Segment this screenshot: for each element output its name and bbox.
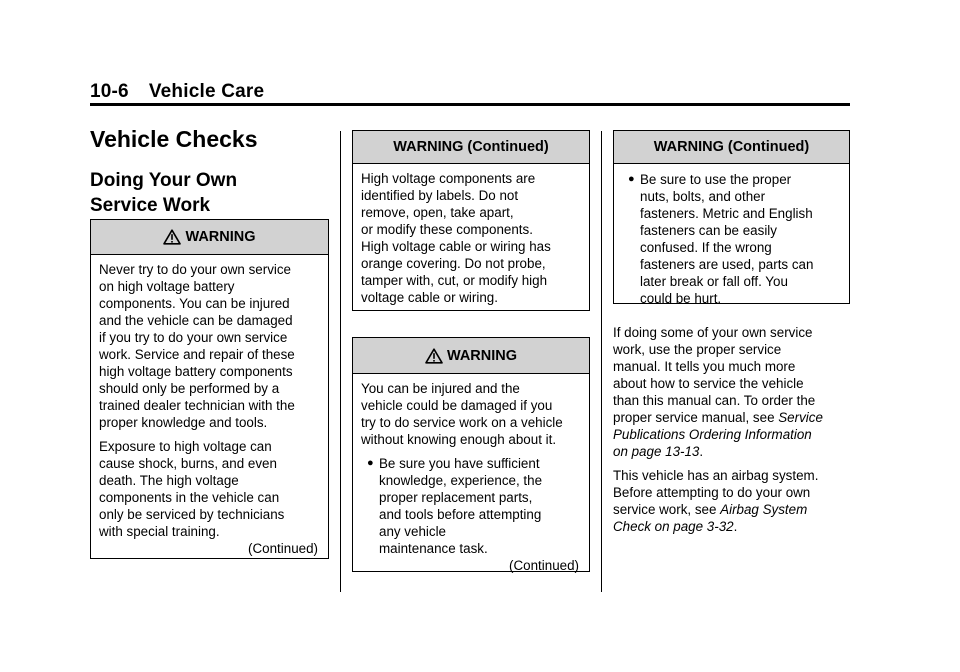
text-line: high voltage battery components: [99, 364, 293, 379]
warning-box-1: [90, 219, 329, 559]
cross-reference-link[interactable]: Service: [778, 410, 823, 425]
text-line: confused. If the wrong: [640, 240, 772, 255]
body-paragraph-1: [613, 324, 853, 460]
warning-box-4-title: WARNING (Continued): [653, 139, 810, 155]
bullet-icon: ●: [367, 457, 374, 469]
warning-box-3-body: [353, 374, 589, 574]
text-line: should only be performed by a: [99, 381, 280, 396]
text-line: only be serviced by technicians: [99, 507, 285, 522]
text-line: [613, 409, 853, 426]
warning-box-3: [352, 337, 590, 572]
text-line: and the vehicle can be damaged: [99, 313, 293, 328]
text-line: about how to service the vehicle: [613, 376, 804, 391]
text-line: identified by labels. Do not: [361, 188, 519, 203]
warning-box-1-header: [91, 220, 328, 255]
subsection-title: [90, 168, 237, 218]
bullet-icon: ●: [628, 173, 635, 185]
header-rule: [90, 103, 850, 106]
text-fragment: .: [733, 519, 738, 534]
cross-reference-link[interactable]: Check on page 3-32: [613, 519, 734, 534]
text-line: later break or fall off. You: [640, 274, 788, 289]
text-line: [613, 501, 853, 518]
warning-box-2-para-1: [361, 170, 581, 306]
text-line: components. You can be injured: [99, 296, 290, 311]
body-text: [613, 324, 853, 542]
text-line: and tools before attempting: [379, 507, 542, 522]
cross-reference-link[interactable]: on page 13-13: [613, 444, 700, 459]
text-line: any vehicle: [379, 524, 446, 539]
text-line: if you try to do your own service: [99, 330, 288, 345]
text-line: work, use the proper service: [613, 342, 782, 357]
text-line: proper replacement parts,: [379, 490, 533, 505]
warning-box-4-body: [614, 164, 849, 307]
text-line: Exposure to high voltage can: [99, 439, 272, 454]
text-line: on high voltage battery: [99, 279, 235, 294]
warning-box-3-header: [353, 338, 589, 374]
text-line: without knowing enough about it.: [361, 432, 557, 447]
text-line: High voltage cable or wiring has: [361, 239, 551, 254]
text-line: maintenance task.: [379, 541, 488, 556]
column-divider-2: [601, 131, 602, 592]
text-line: fasteners can be easily: [640, 223, 777, 238]
text-fragment: proper service manual, see: [613, 410, 779, 425]
body-paragraph-2: [613, 467, 853, 535]
text-line: fasteners. Metric and English: [640, 206, 813, 221]
warning-box-2-body: [353, 164, 589, 306]
text-line: proper knowledge and tools.: [99, 415, 268, 430]
warning-box-4-header: [614, 131, 849, 164]
chapter-title: Vehicle Care: [148, 81, 265, 102]
text-line: If doing some of your own service: [613, 325, 813, 340]
bullet-item: [361, 455, 581, 557]
text-line: vehicle could be damaged if you: [361, 398, 553, 413]
cross-reference-link[interactable]: Airbag System: [720, 502, 808, 517]
text-line: Before attempting to do your own: [613, 485, 811, 500]
text-line: manual. It tells you much more: [613, 359, 796, 374]
text-line: could be hurt.: [640, 291, 722, 306]
text-line: [613, 443, 853, 460]
text-line: High voltage components are: [361, 171, 536, 186]
text-fragment: service work, see: [613, 502, 721, 517]
warning-box-4: [613, 130, 850, 304]
text-line: This vehicle has an airbag system.: [613, 468, 819, 483]
warning-box-1-para-2: [99, 438, 320, 540]
subsection-title-line-2: Service Work: [90, 195, 211, 216]
page-header: [90, 81, 264, 103]
text-line: try to do service work on a vehicle: [361, 415, 563, 430]
warning-triangle-icon: [163, 229, 181, 245]
warning-box-1-body: [91, 255, 328, 557]
section-title: Vehicle Checks: [90, 126, 258, 152]
text-line: with special training.: [99, 524, 220, 539]
page-number: 10-6: [90, 81, 129, 102]
text-line: You can be injured and the: [361, 381, 520, 396]
text-line: Never try to do your own service: [99, 262, 292, 277]
warning-box-2-title: WARNING (Continued): [393, 139, 549, 155]
text-line: fasteners are used, parts can: [640, 257, 814, 272]
warning-box-1-title: WARNING: [185, 229, 256, 245]
bullet-item: [622, 171, 841, 307]
subsection-title-line-1: Doing Your Own: [90, 170, 238, 191]
warning-box-1-para-1: [99, 261, 320, 431]
text-line: trained dealer technician with the: [99, 398, 295, 413]
text-line: nuts, bolts, and other: [640, 189, 766, 204]
text-fragment: .: [699, 444, 704, 459]
text-line: orange covering. Do not probe,: [361, 256, 546, 271]
text-line: Be sure you have sufficient: [379, 456, 540, 471]
text-line: knowledge, experience, the: [379, 473, 543, 488]
column-divider-1: [340, 131, 341, 592]
text-line: or modify these components.: [361, 222, 533, 237]
text-line: death. The high voltage: [99, 473, 239, 488]
warning-box-2: [352, 130, 590, 311]
warning-triangle-icon: [425, 348, 443, 364]
text-line: remove, open, take apart,: [361, 205, 514, 220]
text-line: [613, 518, 853, 535]
text-line: tamper with, cut, or modify high: [361, 273, 548, 288]
continued-label: (Continued): [509, 558, 579, 573]
text-line: Be sure to use the proper: [640, 172, 792, 187]
warning-box-3-title: WARNING: [446, 347, 518, 364]
text-line: work. Service and repair of these: [99, 347, 295, 362]
cross-reference-link[interactable]: Publications Ordering Information: [613, 427, 812, 442]
text-line: voltage cable or wiring.: [361, 290, 498, 305]
warning-box-2-header: [353, 131, 589, 164]
text-line: cause shock, burns, and even: [99, 456, 277, 471]
text-line: than this manual can. To order the: [613, 393, 816, 408]
continued-label: (Continued): [248, 541, 318, 556]
text-line: components in the vehicle can: [99, 490, 280, 505]
warning-box-3-para-1: [361, 380, 581, 448]
